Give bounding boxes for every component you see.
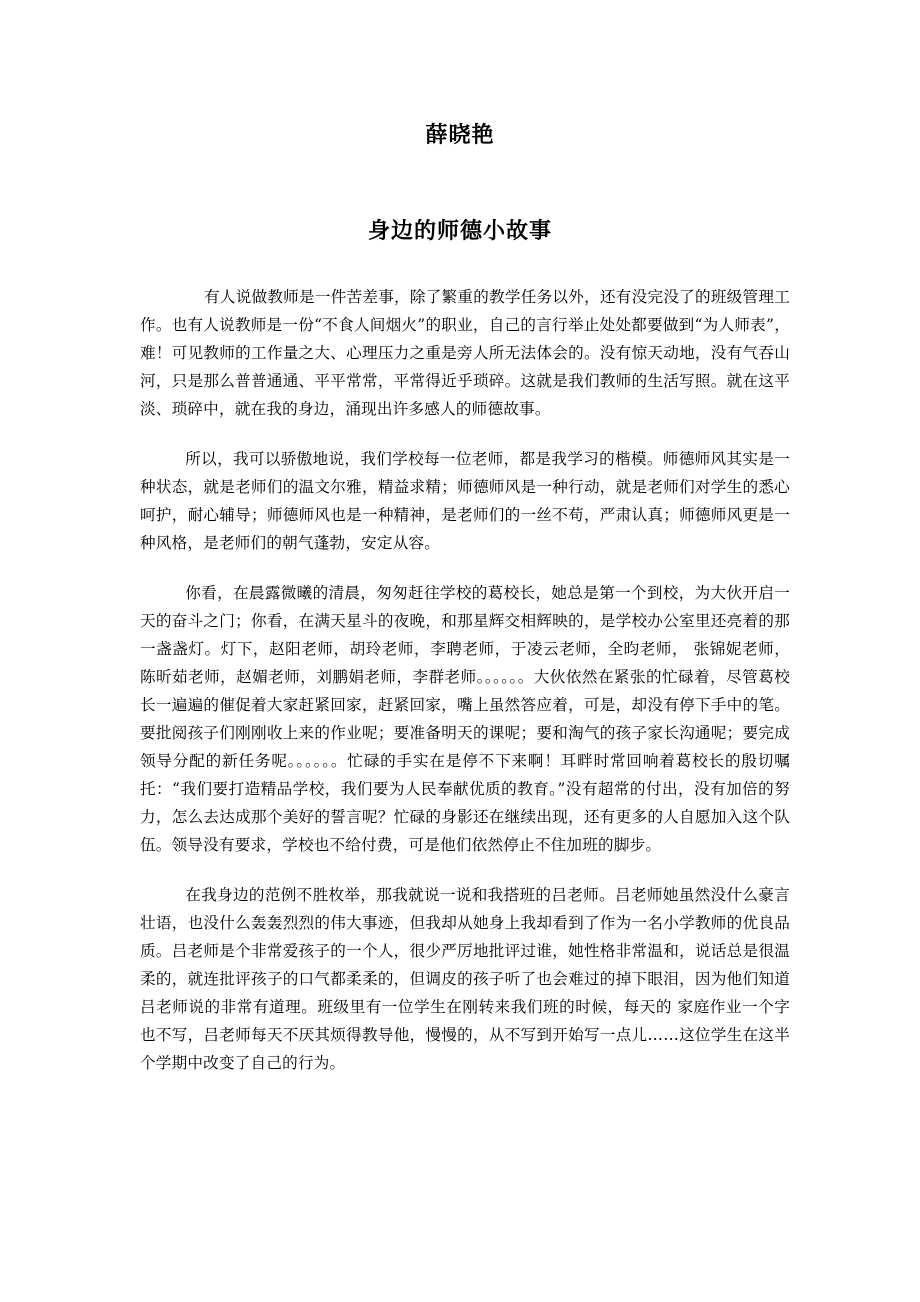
document-body (140, 283, 790, 1099)
paragraph-3: 你看，在晨露微曦的清晨，匆匆赶往学校的葛校长，她总是第一个到校，为大伙开启一天的奋斗之门；你看，在满天星斗的夜晚，和那星辉交相辉映的，是学校办公室里还亮着的那一盏盏灯。灯下，赵阳老师，胡玲老师，李聘老师，于凌云老师，全昀老师， 张锦妮老师，陈昕茹老师，赵媚老师，刘鹏娟老师，李群老师。。。。。。大伙依然在紧张的忙碌着，尽管葛校长一遍遍的催促着大家赶紧回家，赶紧回家，嘴上虽然答应着，可是，却没有停下手中的笔。要批阅孩子们刚刚收上来的作业呢；要准备明天的课呢；要和淘气的孩子家长沟通呢；要完成领导分配的新任务呢。。。。。。忙碌的手实在是停不下来啊！耳畔时常回响着葛校长的殷切嘱托：“我们要打造精品学校，我们要为人民奉献优质的教育。”没有超常的付出，没有加倍的努力，怎么去达成那个美好的誓言呢？忙碌的身影还在继续出现，还有更多的人自愿加入这个队伍。领导没有要求，学校也不给付费，可是他们依然停止不住加班的脚步。 (140, 584, 790, 854)
paragraph-4: 在我身边的范例不胜枚举，那我就说一说和我搭班的吕老师。吕老师她虽然没什么豪言壮语，也没什么轰轰烈烈的伟大事迹，但我却从她身上我却看到了作为一名小学教师的优良品质。吕老师是个非常爱孩子的一个人，很少严厉地批评过谁，她性格非常温和，说话总是很温柔的，就连批评孩子的口气都柔柔的，但调皮的孩子听了也会难过的掉下眼泪，因为他们知道吕老师说的非常有道理。班级里有一位学生在刚转来我们班的时候，每天的 家庭作业一个字也不写，吕老师每天不厌其烦得教导他，慢慢的，从不写到开始写一点儿……这位学生在这半个学期中改变了自己的行为。 (140, 886, 790, 1072)
document-title: 身边的师德小故事 (367, 219, 552, 244)
paragraph-1: 有人说做教师是一件苦差事，除了繁重的教学任务以外，还有没完没了的班级管理工作。也有人说教师是一份“不食人间烟火”的职业，自己的言行举止处处都要做到“为人师表”，难！可见教师的工作量之大、心理压力之重是旁人所无法体会的。没有惊天动地，没有气吞山河，只是那么普普通通、平平常常，平常得近乎琐碎。这就是我们教师的生活写照。就在这平淡、琐碎中，就在我的身边，涌现出许多感人的师德故事。 (140, 288, 790, 418)
author-name: 薛晓艳 (425, 123, 495, 148)
paragraph-2: 所以，我可以骄傲地说，我们学校每一位老师，都是我学习的楷模。师德师风其实是一种状态，就是老师们的温文尔雅，精益求精；师德师风是一种行动，就是老师们对学生的悉心呵护，耐心辅导；师德师风也是一种精神，是老师们的一丝不苟，严肃认真；师德师风更是一种风格，是老师们的朝气蓬勃，安定从容。 (140, 450, 790, 552)
